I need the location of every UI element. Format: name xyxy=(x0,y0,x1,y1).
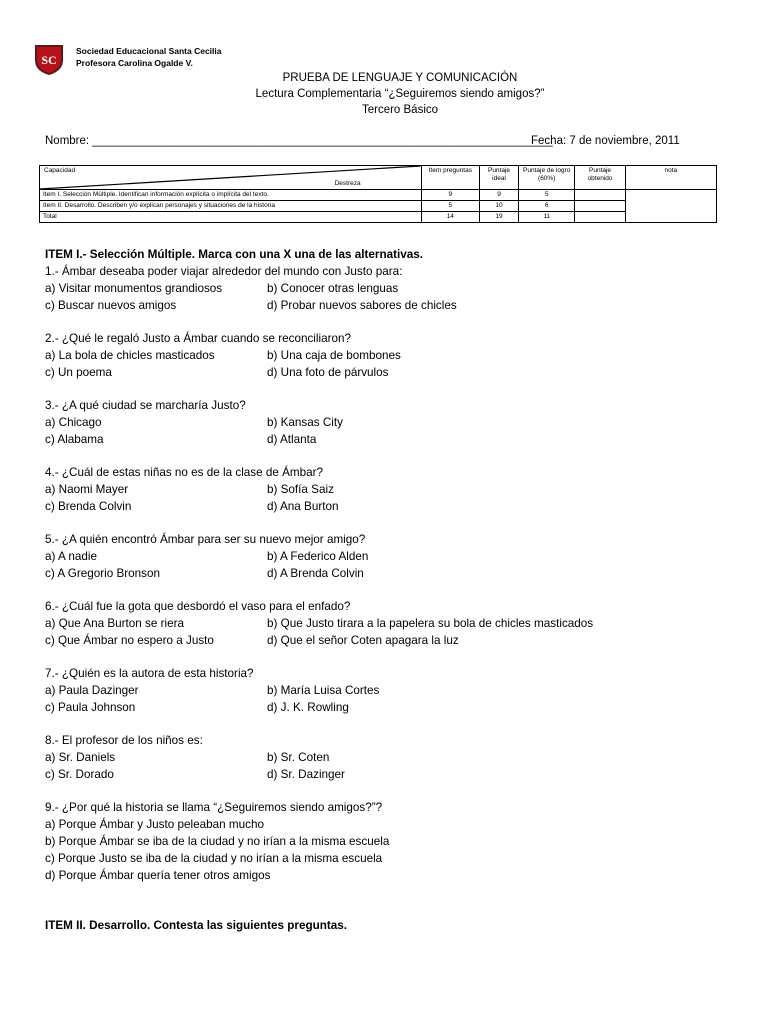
question-block xyxy=(45,397,735,448)
school-name: Sociedad Educacional Santa Cecilia xyxy=(76,46,222,56)
question-text: 7.- ¿Quién es la autora de esta historia? xyxy=(45,667,254,680)
row-ideal: 19 xyxy=(480,212,519,223)
option-b[interactable]: b) María Luisa Cortes xyxy=(267,684,380,697)
option-d[interactable]: d) A Brenda Colvin xyxy=(267,567,364,580)
row-label: Item I. Selección Múltiple. Identifican información explícita o implícita del texto. xyxy=(40,190,422,201)
capacidad-label: Capacidad xyxy=(44,167,76,174)
option-d[interactable]: d) Una foto de párvulos xyxy=(267,366,389,379)
date-label: Fecha: 7 de noviembre, 2011 xyxy=(531,135,680,147)
option-c[interactable]: c) Porque Justo se iba de la ciudad y no irían a la misma escuela xyxy=(45,852,383,865)
table-row xyxy=(40,190,717,201)
exam-title: PRUEBA DE LENGUAJE Y COMUNICACIÓN xyxy=(282,72,518,84)
option-c[interactable]: c) Buscar nuevos amigos xyxy=(45,299,177,312)
score-table xyxy=(39,165,717,223)
option-b[interactable]: b) Porque Ámbar se iba de la ciudad y no irían a la misma escuela xyxy=(45,835,390,848)
option-c[interactable]: c) A Gregorio Bronson xyxy=(45,567,160,580)
school-crest-logo xyxy=(33,42,65,76)
school-info xyxy=(76,45,222,69)
question-text: 6.- ¿Cuál fue la gota que desbordó el vaso para el enfado? xyxy=(45,600,351,613)
option-a[interactable]: a) Sr. Daniels xyxy=(45,751,116,764)
item2-heading: ITEM II. Desarrollo. Contesta las siguientes preguntas. xyxy=(45,919,347,932)
option-c[interactable]: c) Un poema xyxy=(45,366,112,379)
option-d[interactable]: d) Porque Ámbar quería tener otros amigos xyxy=(45,869,271,882)
option-c[interactable]: c) Brenda Colvin xyxy=(45,500,132,513)
row-obtenido-cell[interactable] xyxy=(575,212,625,223)
question-text: 5.- ¿A quién encontró Ámbar para ser su nuevo mejor amigo? xyxy=(45,533,366,546)
row-item: 14 xyxy=(421,212,479,223)
svg-text:SC: SC xyxy=(41,53,57,67)
option-d[interactable]: d) Atlanta xyxy=(267,433,317,446)
option-a[interactable]: a) Paula Dazinger xyxy=(45,684,139,697)
question-text: 3.- ¿A qué ciudad se marcharía Justo? xyxy=(45,399,246,412)
col-logro: Puntaje de logro (60%) xyxy=(519,166,575,190)
question-block xyxy=(45,263,735,314)
question-block xyxy=(45,598,735,649)
item1-section xyxy=(45,246,735,884)
capacidad-destreza-header xyxy=(40,166,422,190)
row-obtenido-cell[interactable] xyxy=(575,190,625,201)
name-field[interactable]: Nombre: ________________________________________________________________________ xyxy=(45,135,553,147)
question-block xyxy=(45,732,735,783)
option-b[interactable]: b) Que Justo tirara a la papelera su bola de chicles masticados xyxy=(267,617,594,630)
question-text: 8.- El profesor de los niños es: xyxy=(45,734,203,747)
option-d[interactable]: d) Probar nuevos sabores de chicles xyxy=(267,299,457,312)
option-c[interactable]: c) Paula Johnson xyxy=(45,701,136,714)
question-block xyxy=(45,665,735,716)
option-d[interactable]: d) Que el señor Coten apagara la luz xyxy=(267,634,459,647)
option-a[interactable]: a) Naomi Mayer xyxy=(45,483,129,496)
question-block xyxy=(45,799,735,884)
col-obtenido: Puntaje obtenido xyxy=(575,166,625,190)
row-item: 9 xyxy=(421,190,479,201)
option-b[interactable]: b) Sr. Coten xyxy=(267,751,330,764)
option-d[interactable]: d) Ana Burton xyxy=(267,500,339,513)
option-a[interactable]: a) Visitar monumentos grandiosos xyxy=(45,282,223,295)
row-logro: 5 xyxy=(519,190,575,201)
option-d[interactable]: d) Sr. Dazinger xyxy=(267,768,345,781)
question-text: 9.- ¿Por qué la historia se llama “¿Seguiremos siendo amigos?”? xyxy=(45,801,383,814)
option-a[interactable]: a) A nadie xyxy=(45,550,97,563)
option-b[interactable]: b) Sofía Saiz xyxy=(267,483,334,496)
row-label: Item II. Desarrollo. Describen y/o explican personajes y situaciones de la historia xyxy=(40,201,422,212)
row-logro: 6 xyxy=(519,201,575,212)
grade-label: Tercero Básico xyxy=(361,104,439,116)
question-text: 2.- ¿Qué le regaló Justo a Ámbar cuando se reconciliaron? xyxy=(45,332,351,345)
title-block xyxy=(100,70,700,118)
option-c[interactable]: c) Alabama xyxy=(45,433,104,446)
option-a[interactable]: a) Que Ana Burton se riera xyxy=(45,617,185,630)
row-ideal: 10 xyxy=(480,201,519,212)
option-b[interactable]: b) Conocer otras lenguas xyxy=(267,282,399,295)
row-logro: 11 xyxy=(519,212,575,223)
exam-subtitle: Lectura Complementaria “¿Seguiremos siendo amigos?” xyxy=(255,88,545,100)
option-d[interactable]: d) J. K. Rowling xyxy=(267,701,349,714)
question-block xyxy=(45,330,735,381)
option-b[interactable]: b) Una caja de bombones xyxy=(267,349,401,362)
option-c[interactable]: c) Que Ámbar no espero a Justo xyxy=(45,634,214,647)
destreza-label: Destreza xyxy=(334,180,361,187)
row-item: 5 xyxy=(421,201,479,212)
row-obtenido-cell[interactable] xyxy=(575,201,625,212)
item1-heading: ITEM I.- Selección Múltiple. Marca con una X una de las alternativas. xyxy=(45,248,424,261)
row-label: Total xyxy=(40,212,422,223)
table-header-row xyxy=(40,166,717,190)
option-a[interactable]: a) La bola de chicles masticados xyxy=(45,349,215,362)
question-block xyxy=(45,531,735,582)
teacher-name: Profesora Carolina Ogalde V. xyxy=(76,58,193,68)
option-b[interactable]: b) Kansas City xyxy=(267,416,343,429)
option-a[interactable]: a) Chicago xyxy=(45,416,102,429)
col-ideal: Puntaje ideal xyxy=(480,166,519,190)
option-c[interactable]: c) Sr. Dorado xyxy=(45,768,114,781)
col-item: Item preguntas xyxy=(421,166,479,190)
col-nota: nota xyxy=(625,166,716,190)
option-a[interactable]: a) Porque Ámbar y Justo peleaban mucho xyxy=(45,818,264,831)
option-b[interactable]: b) A Federico Alden xyxy=(267,550,369,563)
nota-cell[interactable] xyxy=(625,190,716,223)
question-text: 4.- ¿Cuál de estas niñas no es de la clase de Ámbar? xyxy=(45,466,324,479)
row-ideal: 9 xyxy=(480,190,519,201)
question-text: 1.- Ámbar deseaba poder viajar alrededor del mundo con Justo para: xyxy=(45,265,403,278)
table-row xyxy=(40,212,717,223)
table-row xyxy=(40,201,717,212)
question-block xyxy=(45,464,735,515)
